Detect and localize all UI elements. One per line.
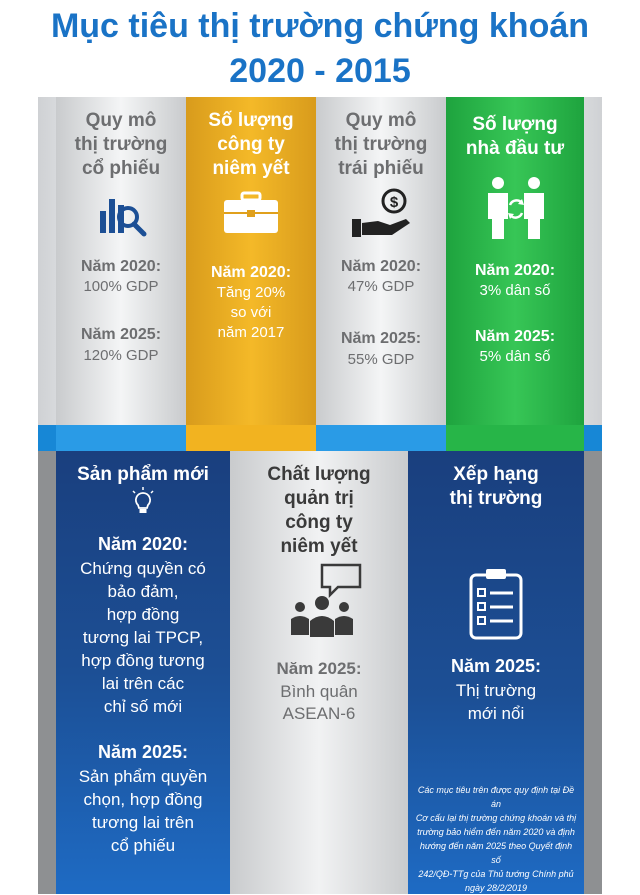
panel-bond-market-size	[316, 97, 446, 449]
panel-heading: Số lượng nhà đầu tư	[465, 114, 565, 159]
svg-text:$: $	[389, 194, 399, 211]
value-text: 100% GDP	[83, 278, 159, 295]
year-label: Năm 2020:	[80, 258, 162, 275]
panel-heading: Chất lượng quản trị công ty niêm yết	[267, 464, 371, 557]
year-label: Năm 2020:	[97, 534, 189, 554]
clipboard-checklist-icon	[468, 567, 524, 641]
panel-heading: Số lượng công ty niêm yết	[208, 110, 294, 179]
year-label: Năm 2020:	[474, 262, 556, 279]
panel-heading: Quy mô thị trường trái phiếu	[334, 110, 428, 179]
value-text: năm 2017	[217, 324, 285, 341]
value-text: 5% dân số	[479, 348, 551, 365]
lightbulb-icon	[131, 487, 155, 515]
briefcase-icon	[222, 191, 280, 235]
footnote: Các mục tiêu trên được quy định tại Đề án Cơ cấu lại thị trường chứng khoán và thị trường bảo hiểm đến năm 2020 và định hướng đến năm 2025 theo Quyết định số 242/QĐ-TTg của Thủ tướng Chính phủ ngày 28/2/2019	[415, 785, 577, 893]
year-label: Năm 2025:	[97, 742, 189, 762]
group-speech-icon	[286, 563, 362, 639]
value-text: Sản phẩm quyền chọn, hợp đồng tương lai trên cổ phiếu	[78, 767, 208, 855]
separator-stripe	[38, 425, 56, 451]
value-text: Chứng quyền có bảo đảm, hợp đồng tương lai TPCP, hợp đồng tương lai trên các chỉ số mới	[80, 559, 206, 716]
year-label: Năm 2025:	[80, 326, 162, 343]
value-text: 3% dân số	[479, 282, 551, 299]
value-text: 47% GDP	[347, 278, 415, 295]
panel-investors	[446, 97, 584, 449]
bar-chart-magnifier-icon	[98, 195, 150, 237]
year-label: Năm 2025:	[474, 328, 556, 345]
side-band-left	[38, 451, 56, 894]
year-label: Năm 2025:	[450, 656, 542, 676]
value-text: Tăng 20%	[216, 284, 286, 301]
separator-stripe	[56, 425, 186, 451]
year-label: Năm 2020:	[340, 258, 422, 275]
panel-stock-market-size	[56, 97, 186, 449]
separator-stripe	[584, 425, 602, 451]
hand-dollar-icon	[350, 187, 414, 241]
panel-governance-quality	[230, 451, 408, 894]
panel-market-ranking	[408, 451, 584, 894]
panel-heading: Sản phẩm mới	[77, 464, 209, 485]
separator-stripe	[186, 425, 316, 451]
title-line-1: Mục tiêu thị trường chứng khoán	[50, 7, 590, 45]
page-title	[0, 0, 640, 94]
value-text: Thị trường mới nổi	[455, 681, 537, 723]
value-text: so với	[230, 304, 272, 321]
panel-new-products	[56, 451, 230, 894]
title-line-2: 2020 - 2015	[229, 52, 411, 90]
separator-stripe	[316, 425, 446, 451]
separator-stripe	[446, 425, 584, 451]
panel-heading: Xếp hạng thị trường	[449, 464, 543, 509]
investors-exchange-icon	[484, 175, 548, 241]
panel-listed-companies	[186, 97, 316, 449]
side-band-right	[584, 451, 602, 894]
panel-heading: Quy mô thị trường cổ phiếu	[74, 110, 168, 179]
value-text: 55% GDP	[347, 351, 415, 368]
year-label: Năm 2025:	[276, 659, 362, 678]
value-text: 120% GDP	[83, 347, 159, 364]
year-label: Năm 2020:	[210, 264, 292, 281]
value-text: Bình quân ASEAN-6	[280, 682, 358, 723]
year-label: Năm 2025:	[340, 330, 422, 347]
